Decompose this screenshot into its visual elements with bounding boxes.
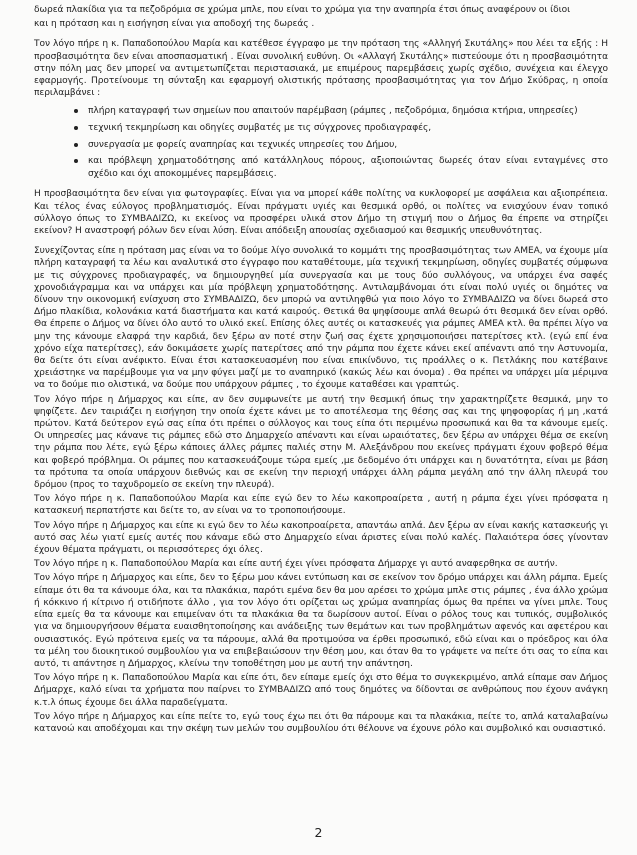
proposal-bullet-list — [34, 105, 608, 180]
paragraph-mayor-2: Τον λόγο πήρε η Δήμαρχος και είπε κι εγώ δεν το λέω κακοπροαίρετα, απαντάω απλά. Δεν ξέρω αν είναι κακής κατασκευής γι αυτό σας λέω γιατί εμείς αυτές που κάναμε εδώ στο Δημαρχείο είναι άριστες είναι πολύ καλές. Παλαιότερα όσες γίνονταν έχουν θέματα πράγματι, οι περισσότερες όχι όλες. — [34, 520, 608, 556]
intro-line-1: δωρεά πλακίδια για τα πεζοδρόμια σε χρώμα μπλε, που είναι το χρώμα για την αναπηρία έτσι όπως αναφέρουν οι ίδιοι — [34, 5, 571, 15]
page-number: 2 — [314, 825, 323, 840]
list-item: και πρόβλεψη χρηματοδότησης από κατάλληλους πόρους, αξιοποιώντας δωρεές όταν είναι ενταγμένες στο σχέδιο και όχι αποκομμένες παρεμβάσεις. — [74, 155, 608, 180]
paragraph-papadopoulou-3: Τον λόγο πήρε η κ. Παπαδοπούλου Μαρία και είπε ότι, δεν είπαμε εμείς όχι στο θέμα το συγκεκριμένο, απλά είπαμε σαν Δήμος Δήμαρχε, καλό είναι τα χρήματα που παίρνει το ΣΥΜΒΑΔΙΖΩ από τους δημότες να δίδονται σε ανθρώπους που έχουν ανάγκη κ.τ.λ όπως έχουμε δει άλλα παραδείγματα. — [34, 673, 608, 708]
list-item: πλήρη καταγραφή των σημείων που απαιτούν παρέμβαση (ράμπες , πεζοδρόμια, δημόσια κτήρια, υπηρεσίες) — [74, 105, 608, 118]
paragraph-papadopoulou-2: Τον λόγο πήρε η κ. Παπαδοπούλου Μαρία και είπε αυτή έχει γίνει πρόσφατα Δήμαρχε γι αυτό αναφερθηκα σε αυτήν. — [34, 559, 558, 570]
paragraph-papadopoulou-1: Τον λόγο πήρε η κ. Παπαδοπούλου Μαρία και είπε εγώ δεν το λέω κακοπροαίρετα , αυτή η ράμπα έχει γίνει πρόσφατα η κατασκευή περπατήστε και δείτε το, αν είναι να το τροποποιήσουμε. — [34, 494, 608, 517]
paragraph-proposal: Τον λόγο πήρε η κ. Παπαδοπούλου Μαρία και κατέθεσε έγγραφο με την πρόταση της «Αλληγή Σκυτάλης» που λέει τα εξής : Η προσβασιμότητα δεν είναι αποσπασματική . Είναι συνολική ευθύνη. Οι «Αλλαγή Σκυτάλης» πιστεύουμε ότι η προσβασιμότητα στην πόλη μας δεν μπορεί να αντιμετωπίζεται περιστασιακά, με επιμέρους παρεμβάσεις χωρίς σχέδιο, συνέχεια και έλεγχο εφαρμογής. Προτείνουμε τη σύνταξη και εφαρμογή ολιστικής πρότασης προσβασιμότητας για τον Δήμο Σκύδρας, η οποία περιλαμβάνει : — [34, 39, 608, 99]
paragraph-mayor-4: Τον λόγο πήρε η Δήμαρχος και είπε πείτε το, εγώ τους έχω πει ότι θα πάρουμε και τα πλακάκια, πείτε το, απλά καταλαβαίνω κατανοώ και αποδέχομαι και την σκέψη των μελών του συμβουλίου ότι θέλουνε να έχουνε ρόλο και συμβολικό και ουσιαστικό. — [34, 711, 608, 734]
paragraph-mayor-3: Τον λόγο πήρε η Δήμαρχος και είπε, δεν το ξέρω μου κάνει εντύπωση και σε εκείνον τον δρόμο υπάρχει και άλλη ράμπα. Εμείς είπαμε ότι θα τα κάνουμε όλα, και τα πλακάκια, παρότι εμένα δεν θα μου αρέσει το χρώμα μπλε στις ράμπες , ένα άλλο χρώμα ή κόκκινο ή κίτρινο ή οτιδήποτε άλλο , για τον λόγο ότι ορίζεται ως χρώμα αναπηρίας όμως θα πρέπει να γίνει μπλε. Τους είπα εμείς θα τα κάνουμε και επιμείναν ότι τα πλακάκια θα τα δωρίσουν αυτοί. Είναι ο ρόλος τους και τυπικός, συμβολικός για να δημιουργήσουν θέματα ευαισθητοποίησης και ανάδειξης των θεμάτων και των προβλημάτων αφενός και αφετέρου και ουσιαστικός. Εγώ πρότεινα εμείς να τα πάρουμε, αλλά θα προτιμούσα να έρθει προσωπικό, εδώ είναι και ο πρόεδρος και όλα τα μέλη του διοικητικού συμβουλίου για να επιβεβαιώσουν την θέση μου, και όταν θα το γράψετε να πείτε ότι σας το είπα και αυτό, τι απάντησε η Δήμαρχος, κλείνω την τοποθέτηση μου με αυτή την απάντηση. — [34, 573, 608, 669]
paragraph-accessibility: Η προσβασιμότητα δεν είναι για φωτογραφίες. Είναι για να μπορεί κάθε πολίτης να κυκλοφορεί με ασφάλεια και αξιοπρέπεια. Και τέλος ένας εύλογος προβληματισμός. Είναι πράγματι υγιές και θεσμικά ορθό, οι πολίτες να ενισχύουν έναν τοπικό σύλλογο όπως το ΣΥΜΒΑΔΙΖΩ, κι εκείνος να προσφέρει υλικά στον Δήμο τη στιγμή που ο Δήμος θα έπρεπε να στηρίζει εκείνον? Η αναστροφή ρόλων δεν είναι λύση. Είναι απόδειξη απουσίας σχεδιασμού και θεσμικής υπευθυνότητας. — [34, 189, 608, 236]
document-body — [34, 4, 608, 737]
paragraph-mayor-1: Τον λόγο πήρε η Δήμαρχος και είπε, αν δεν συμφωνείτε με αυτή την θεσμική όπως την χαρακτηρίζετε θεσμικά, μην το ψηφίζετε. Δεν ταιριάζει η εισήγηση την οποία έχετε κάνει με το αποτέλεσμα της θέσης σας και της ψηφοφορίας ή μη ,κατά πρώτον. Κατά δεύτερον εγώ σας είπα ότι πρέπει ο σύλλογος και τους είπα ότι περιμένω προσωπικά και θα τα κάνουμε εμείς. Οι υπηρεσίες μας κάνανε τις ράμπες εδώ στο Δημαρχείο απέναντι και είναι ωραιότατες, δεν ξέρω αν υπάρχει θέμα σε εκείνη την ράμπα που λέτε, εγώ ξέρω κάποιες άλλες ράμπες παλιές στην Μ. Αλεξάνδρου που εκείνες πράγματι έχουν φοβερό θέμα και φοβερό πρόβλημα. Οι ράμπες που κατασκευάζουμε τώρα εμείς ,με δεδομένο ότι υπάρχει και η δυνατότητα, είναι με βάση τα πρότυπα τα οποία υπάρχουν διεθνώς και σε εκείνη την περιοχή υπάρχει άλλη ράμπα μεγάλη από την άλλη πλευρά του δρόμου (προς το ταχυδρομείο σε εκείνη την πλευρά). — [34, 394, 608, 491]
intro-line-2: και η πρόταση και η εισήγηση είναι για αποδοχή της δωρεάς . — [34, 19, 315, 30]
paragraph-continuing: Συνεχίζοντας είπε η πρόταση μας είναι να το δούμε λίγο συνολικά το κομμάτι της προσβασιμότητας των ΑΜΕΑ, να έχουμε μία πλήρη καταγραφή τα λέω και αναλυτικά στο έγγραφο που καταθέτουμε, μία τεχνική τεκμηρίωση, οδηγίες συμβατές σύμφωνα με τις σύγχρονες προδιαγραφές, να δημιουργηθεί μία συνεργασία και με τους δύο συλλόγους, να υπάρχει ένα σαφές χρονοδιάγραμμα και να υπάρχει και μία πρόβλεψη χρηματοδότησης. Αντιλαμβάνομαι ότι είναι πολύ υγιές οι δημότες να δίνουν την οικονομική ενίσχυση στο ΣΥΜΒΑΔΙΖΩ, δεν μπορώ να αντιληφθώ για ποιο λόγο το ΣΥΜΒΑΔΙΖΩ να δίνει δωρεά στο Δήμο πλακίδια, κολονάκια κατά διαστήματα και κατά καιρούς. Θετικά θα ψηφίσουμε απλά θεωρώ ότι θεσμικά δεν είναι ορθό. Θα έπρεπε ο Δήμος να δίνει όλο αυτό το υλικό εκεί. Επίσης όλες αυτές οι κατασκευές για ράμπες ΑΜΕΑ κτλ. θα πρέπει λίγο να μην της κάνουμε ελαφρά την καρδιά, δεν ξέρω αν ποτέ στην ζωή σας έχετε χρησιμοποιήσει πατερίτσες κτλ. (εγώ επί ένα χρόνο είχα πατερίτσες), εάν δοκιμάσετε χωρίς πατερίτσες από την ράμπα που έχετε κάνει εκεί απέναντι από την Αστυνομία, θα δείτε ότι είναι ανέφικτο. Είναι έτσι κατασκευασμένη που είναι επικίνδυνο, τις προάλλες ο κ. Πετλάκης που κατέβαινε χρειάστηκε να παρέμβουμε για να μην φύγει μαζί με το αναπηρικό (κακώς λέω και όνομα) . Θα πρέπει να υπάρχει μία μέριμνα να το δούμε πιο ολιστικά, να δούμε που υπάρχουν ράμπες , το έχουμε καταθέσει και γραπτώς. — [34, 246, 608, 391]
list-item: τεχνική τεκμηρίωση και οδηγίες συμβατές με τις σύγχρονες προδιαγραφές, — [74, 122, 608, 135]
list-item: συνεργασία με φορείς αναπηρίας και τεχνικές υπηρεσίες του Δήμου, — [74, 139, 608, 152]
